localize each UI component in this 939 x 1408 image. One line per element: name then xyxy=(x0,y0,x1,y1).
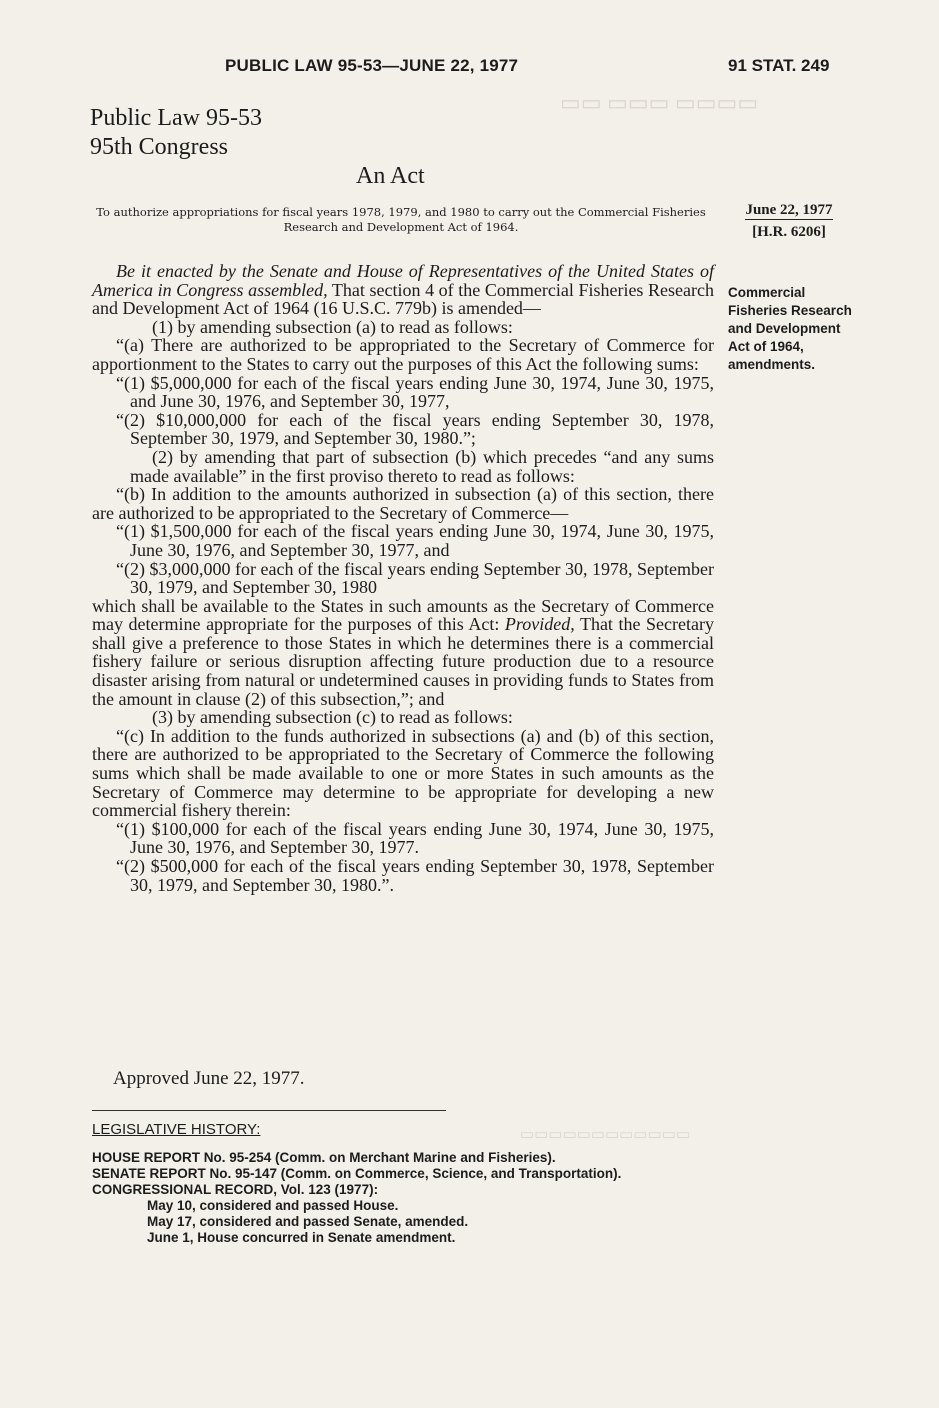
subsection-b-proviso: which shall be available to the States in such amounts as the Secretary of Commerce may determine appropriate for the purposes of this Act: Provided, That the Secretary shall give a preference to those States in which he determines there is a commercial fishery failure or serious disruption affecting future production due to a resource disaster arising from natural or undetermined causes in providing funds to States from the amount in clause (2) of this subsection,”; and xyxy=(92,595,714,709)
bleed-through-decoration-2: ▭▭▭▭▭▭▭▭▭▭▭▭ xyxy=(520,1127,691,1143)
amendment-2: (2) by amending that part of subsection (b) which precedes “and any sums made available” in the first proviso thereto to read as follows: xyxy=(130,446,714,486)
subsection-c: “(c) In addition to the funds authorized in subsections (a) and (b) of this section, there are authorized to be appropriated to the Secretary of Commerce the following sums which shall be made available to one or more States in such amounts as the Secretary of Commerce may determine to be appropriate for developing a new commercial fishery therein: xyxy=(92,725,714,821)
bill-number: [H.R. 6206] xyxy=(752,224,826,240)
bleed-through-decoration: ▭▭▭▭ ▭▭▭ ▭▭ xyxy=(560,90,759,115)
subsection-c-clause-1: “(1) $100,000 for each of the fiscal years ending June 30, 1974, June 30, 1975, June 30, 1976, and September 30, 1977. xyxy=(116,818,714,858)
history-entry: June 1, House concurred in Senate amendment. xyxy=(147,1230,456,1245)
enacting-clause: Be it enacted by the Senate and House of Representatives of the United States of America in Congress assembled, That section 4 of the Commercial Fisheries Research and Development Act of 1964 (16 U.S.C. 779b) is amended— xyxy=(92,261,715,319)
subsection-b-clause-2: “(2) $3,000,000 for each of the fiscal years ending September 30, 1978, September 30, 1979, and September 30, 1980 xyxy=(116,558,714,598)
margin-subject-note: Commercial Fisheries Research and Development Act of 1964, amendments. xyxy=(728,285,852,372)
legislative-history-heading: LEGISLATIVE HISTORY: xyxy=(92,1121,261,1138)
senate-report: SENATE REPORT No. 95-147 (Comm. on Commerce, Science, and Transportation). xyxy=(92,1166,622,1181)
history-entry: May 17, considered and passed Senate, amended. xyxy=(147,1214,469,1229)
act-heading: An Act xyxy=(356,163,425,189)
legislative-history xyxy=(92,1122,712,1246)
congressional-record: CONGRESSIONAL RECORD, Vol. 123 (1977): xyxy=(92,1182,379,1197)
running-head: PUBLIC LAW 95-53—JUNE 22, 1977 xyxy=(225,56,519,75)
enactment-date: June 22, 1977 xyxy=(745,202,833,218)
law-title-block xyxy=(90,104,262,162)
act-body xyxy=(92,262,714,894)
subsection-b-clause-1: “(1) $1,500,000 for each of the fiscal years ending June 30, 1974, June 30, 1975, June 30, 1976, and September 30, 1977, and xyxy=(116,521,714,560)
subsection-c-clause-2: “(2) $500,000 for each of the fiscal years ending September 30, 1978, September 30, 1979, and September 30, 1980.”. xyxy=(116,856,714,895)
amendment-1: (1) by amending subsection (a) to read as follows: xyxy=(152,316,513,337)
public-law-number: Public Law 95-53 xyxy=(90,105,262,131)
history-entry: May 10, considered and passed House. xyxy=(147,1198,399,1213)
subsection-a-clause-1: “(1) $5,000,000 for each of the fiscal years ending June 30, 1974, June 30, 1975, and June 30, 1976, and September 30, 1977, xyxy=(116,372,714,412)
subsection-a-clause-2: “(2) $10,000,000 for each of the fiscal years ending September 30, 1978, September 30, 1979, and September 30, 1980.”; xyxy=(116,409,714,449)
statute-citation: 91 STAT. 249 xyxy=(728,56,830,75)
divider-rule xyxy=(92,1110,446,1111)
approval-line: Approved June 22, 1977. xyxy=(113,1068,305,1089)
margin-date-note xyxy=(731,199,847,243)
house-report: HOUSE REPORT No. 95-254 (Comm. on Merchant Marine and Fisheries). xyxy=(92,1150,556,1165)
act-purpose: To authorize appropriations for fiscal years 1978, 1979, and 1980 to carry out the Commercial Fisheries Research and Development Act of 1964. xyxy=(96,205,706,234)
subsection-b: “(b) In addition to the amounts authorized in subsection (a) of this section, there are authorized to be appropriated to the Secretary of Commerce— xyxy=(92,484,714,523)
subsection-a: “(a) There are authorized to be appropriated to the Secretary of Commerce for apportionment to the States to carry out the purposes of this Act the following sums: xyxy=(92,335,714,374)
congress-number: 95th Congress xyxy=(90,134,228,160)
amendment-3: (3) by amending subsection (c) to read as follows: xyxy=(152,707,513,728)
